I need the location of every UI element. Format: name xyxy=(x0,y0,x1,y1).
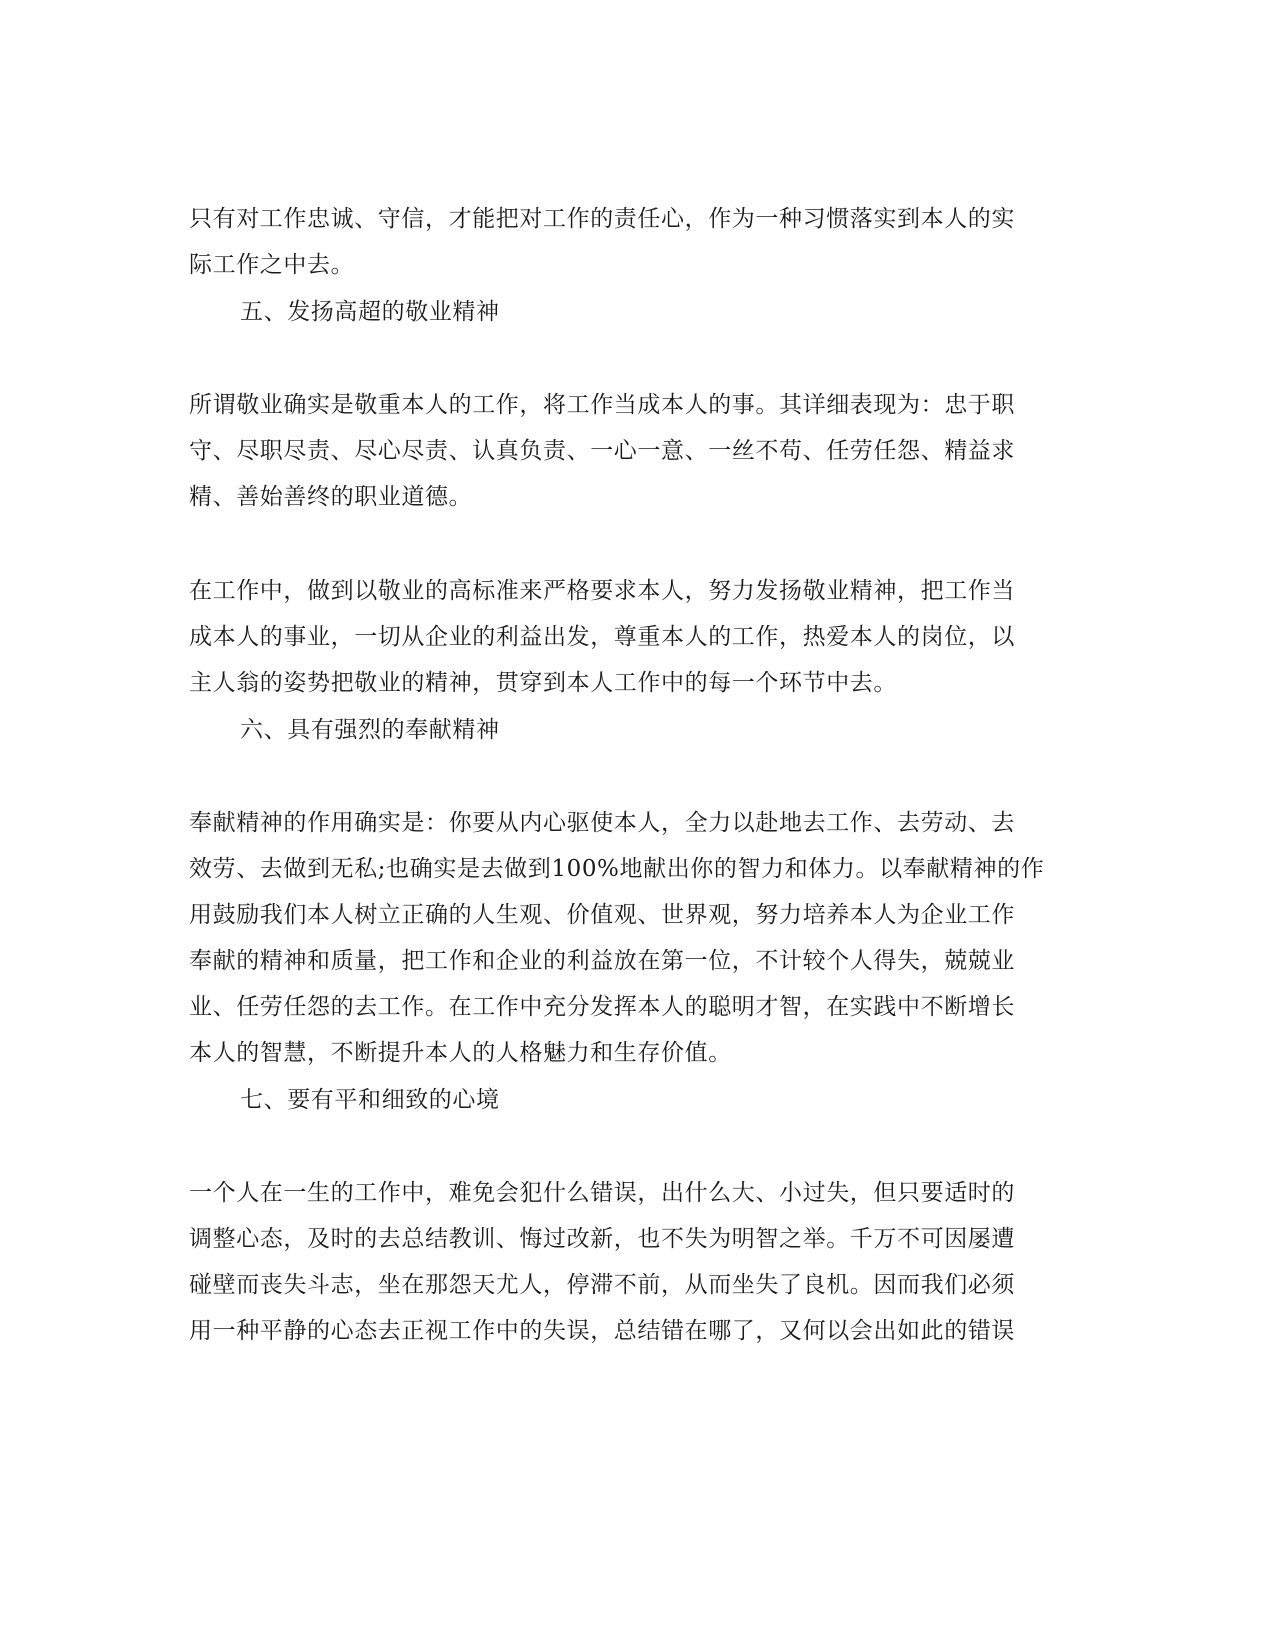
section-heading-6: 六、具有强烈的奉献精神 xyxy=(240,717,500,743)
paragraph-line: 用一种平静的心态去正视工作中的失误，总结错在哪了，又何以会出如此的错误 xyxy=(189,1318,1015,1344)
paragraph-line: 在工作中，做到以敬业的高标准来严格要求本人，努力发扬敬业精神，把工作当 xyxy=(189,578,1015,604)
paragraph-line: 际工作之中去。 xyxy=(189,252,355,278)
paragraph-line: 只有对工作忠诚、守信，才能把对工作的责任心，作为一种习惯落实到本人的实 xyxy=(189,206,1015,232)
paragraph-line: 碰壁而丧失斗志，坐在那怨天尤人，停滞不前，从而坐失了良机。因而我们必须 xyxy=(189,1272,1015,1298)
paragraph-line: 用鼓励我们本人树立正确的人生观、价值观、世界观，努力培养本人为企业工作 xyxy=(189,902,1015,928)
paragraph-line: 本人的智慧，不断提升本人的人格魅力和生存价值。 xyxy=(189,1040,732,1066)
paragraph-line: 所谓敬业确实是敬重本人的工作，将工作当成本人的事。其详细表现为：忠于职 xyxy=(189,392,1015,418)
section-heading-7: 七、要有平和细致的心境 xyxy=(240,1087,500,1113)
paragraph-line: 一个人在一生的工作中，难免会犯什么错误，出什么大、小过失，但只要适时的 xyxy=(189,1180,1015,1206)
paragraph-line: 奉献的精神和质量，把工作和企业的利益放在第一位，不计较个人得失，兢兢业 xyxy=(189,948,1015,974)
paragraph-line: 调整心态，及时的去总结教训、悔过改新，也不失为明智之举。千万不可因屡遭 xyxy=(189,1226,1015,1252)
paragraph-line: 精、善始善终的职业道德。 xyxy=(189,484,473,510)
paragraph-line: 守、尽职尽责、尽心尽责、认真负责、一心一意、一丝不苟、任劳任怨、精益求 xyxy=(189,438,1015,464)
paragraph-line: 奉献精神的作用确实是：你要从内心驱使本人，全力以赴地去工作、去劳动、去 xyxy=(189,810,1015,836)
section-heading-5: 五、发扬高超的敬业精神 xyxy=(240,299,500,325)
paragraph-line: 成本人的事业，一切从企业的利益出发，尊重本人的工作，热爱本人的岗位，以 xyxy=(189,624,1015,650)
paragraph-line: 业、任劳任怨的去工作。在工作中充分发挥本人的聪明才智，在实践中不断增长 xyxy=(189,994,1015,1020)
paragraph-line: 效劳、去做到无私;也确实是去做到100%地献出你的智力和体力。以奉献精神的作 xyxy=(189,856,1045,882)
paragraph-line: 主人翁的姿势把敬业的精神，贯穿到本人工作中的每一个环节中去。 xyxy=(189,670,897,696)
